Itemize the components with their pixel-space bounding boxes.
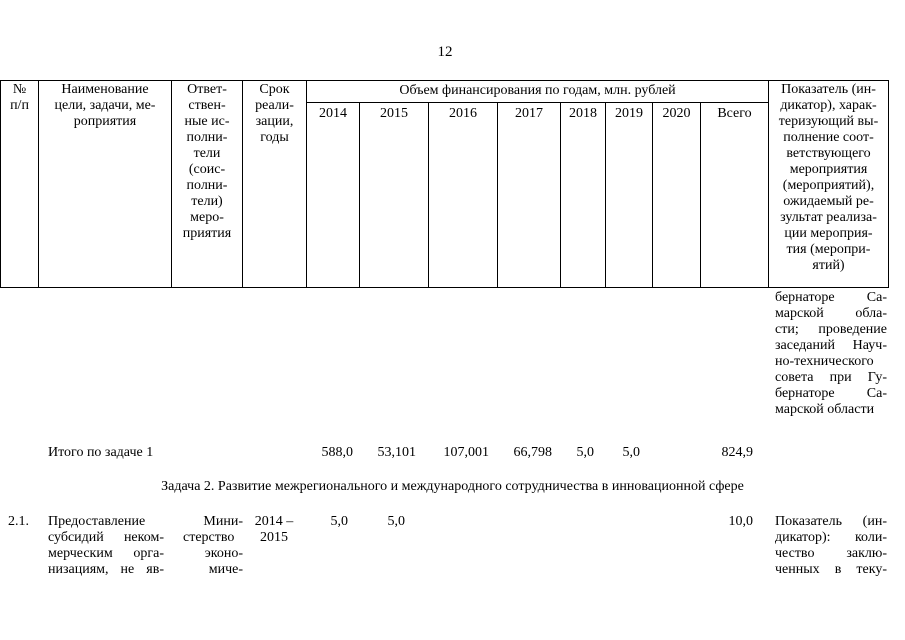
total-value-2014: 588,0 bbox=[321, 445, 353, 460]
total-value-2016: 107,001 bbox=[443, 445, 489, 460]
total-value-sum: 824,9 bbox=[721, 445, 753, 460]
row-term: 2014 – 2015 bbox=[254, 514, 294, 545]
header-year-2015: 2015 bbox=[380, 106, 408, 121]
total-value-2015: 53,101 bbox=[377, 445, 416, 460]
total-value-2019: 5,0 bbox=[622, 445, 640, 460]
total-value-2018: 5,0 bbox=[576, 445, 594, 460]
row-name: Предоставление субсидий неком- мерческим орга- низациям, не яв- bbox=[48, 514, 164, 577]
page-number: 12 bbox=[437, 44, 453, 60]
header-col-indicator: Показатель (ин- дикатор), харак- теризующий вы- полнение соот- ветствующего мероприятия (мероприятий), ожидаемый ре- зультат реализа- ции мероприя- тия (меропри- ятий) bbox=[778, 82, 879, 273]
total-row-label: Итого по задаче 1 bbox=[48, 445, 154, 460]
header-col-responsible: Ответ- ствен- ные ис- полни- тели (соис- полни- тели) меро- приятия bbox=[182, 82, 232, 241]
task2-title: Задача 2. Развитие межрегионального и международного сотрудничества в инновационной сфере bbox=[161, 479, 744, 494]
header-col-number: № п/п bbox=[10, 82, 29, 113]
row-responsible: Мини- стерство эконо- миче- bbox=[183, 514, 243, 577]
header-year-2017: 2017 bbox=[515, 106, 543, 121]
header-col-name: Наименование цели, задачи, ме- роприятия bbox=[54, 82, 156, 129]
total-value-2017: 66,798 bbox=[513, 445, 552, 460]
header-year-2014: 2014 bbox=[319, 106, 347, 121]
row-number: 2.1. bbox=[8, 514, 29, 529]
continuation-text: бернаторе Са- марской обла- сти; проведение заседаний Науч- но-технического совета при Гу- бернаторе Са- марской области bbox=[775, 290, 887, 417]
row-value-2014: 5,0 bbox=[330, 514, 348, 529]
header-year-2019: 2019 bbox=[615, 106, 643, 121]
header-year-total: Всего bbox=[717, 106, 752, 121]
row-value-total: 10,0 bbox=[728, 514, 753, 529]
header-year-2016: 2016 bbox=[449, 106, 477, 121]
header-year-2018: 2018 bbox=[569, 106, 597, 121]
header-year-2020: 2020 bbox=[662, 106, 691, 121]
header-col-term: Срок реали- зации, годы bbox=[255, 82, 294, 145]
row-indicator: Показатель (ин- дикатор): коли- чество заклю- ченных в теку- bbox=[775, 514, 887, 577]
row-value-2015: 5,0 bbox=[387, 514, 405, 529]
header-financing-title: Объем финансирования по годам, млн. рублей bbox=[399, 83, 676, 98]
